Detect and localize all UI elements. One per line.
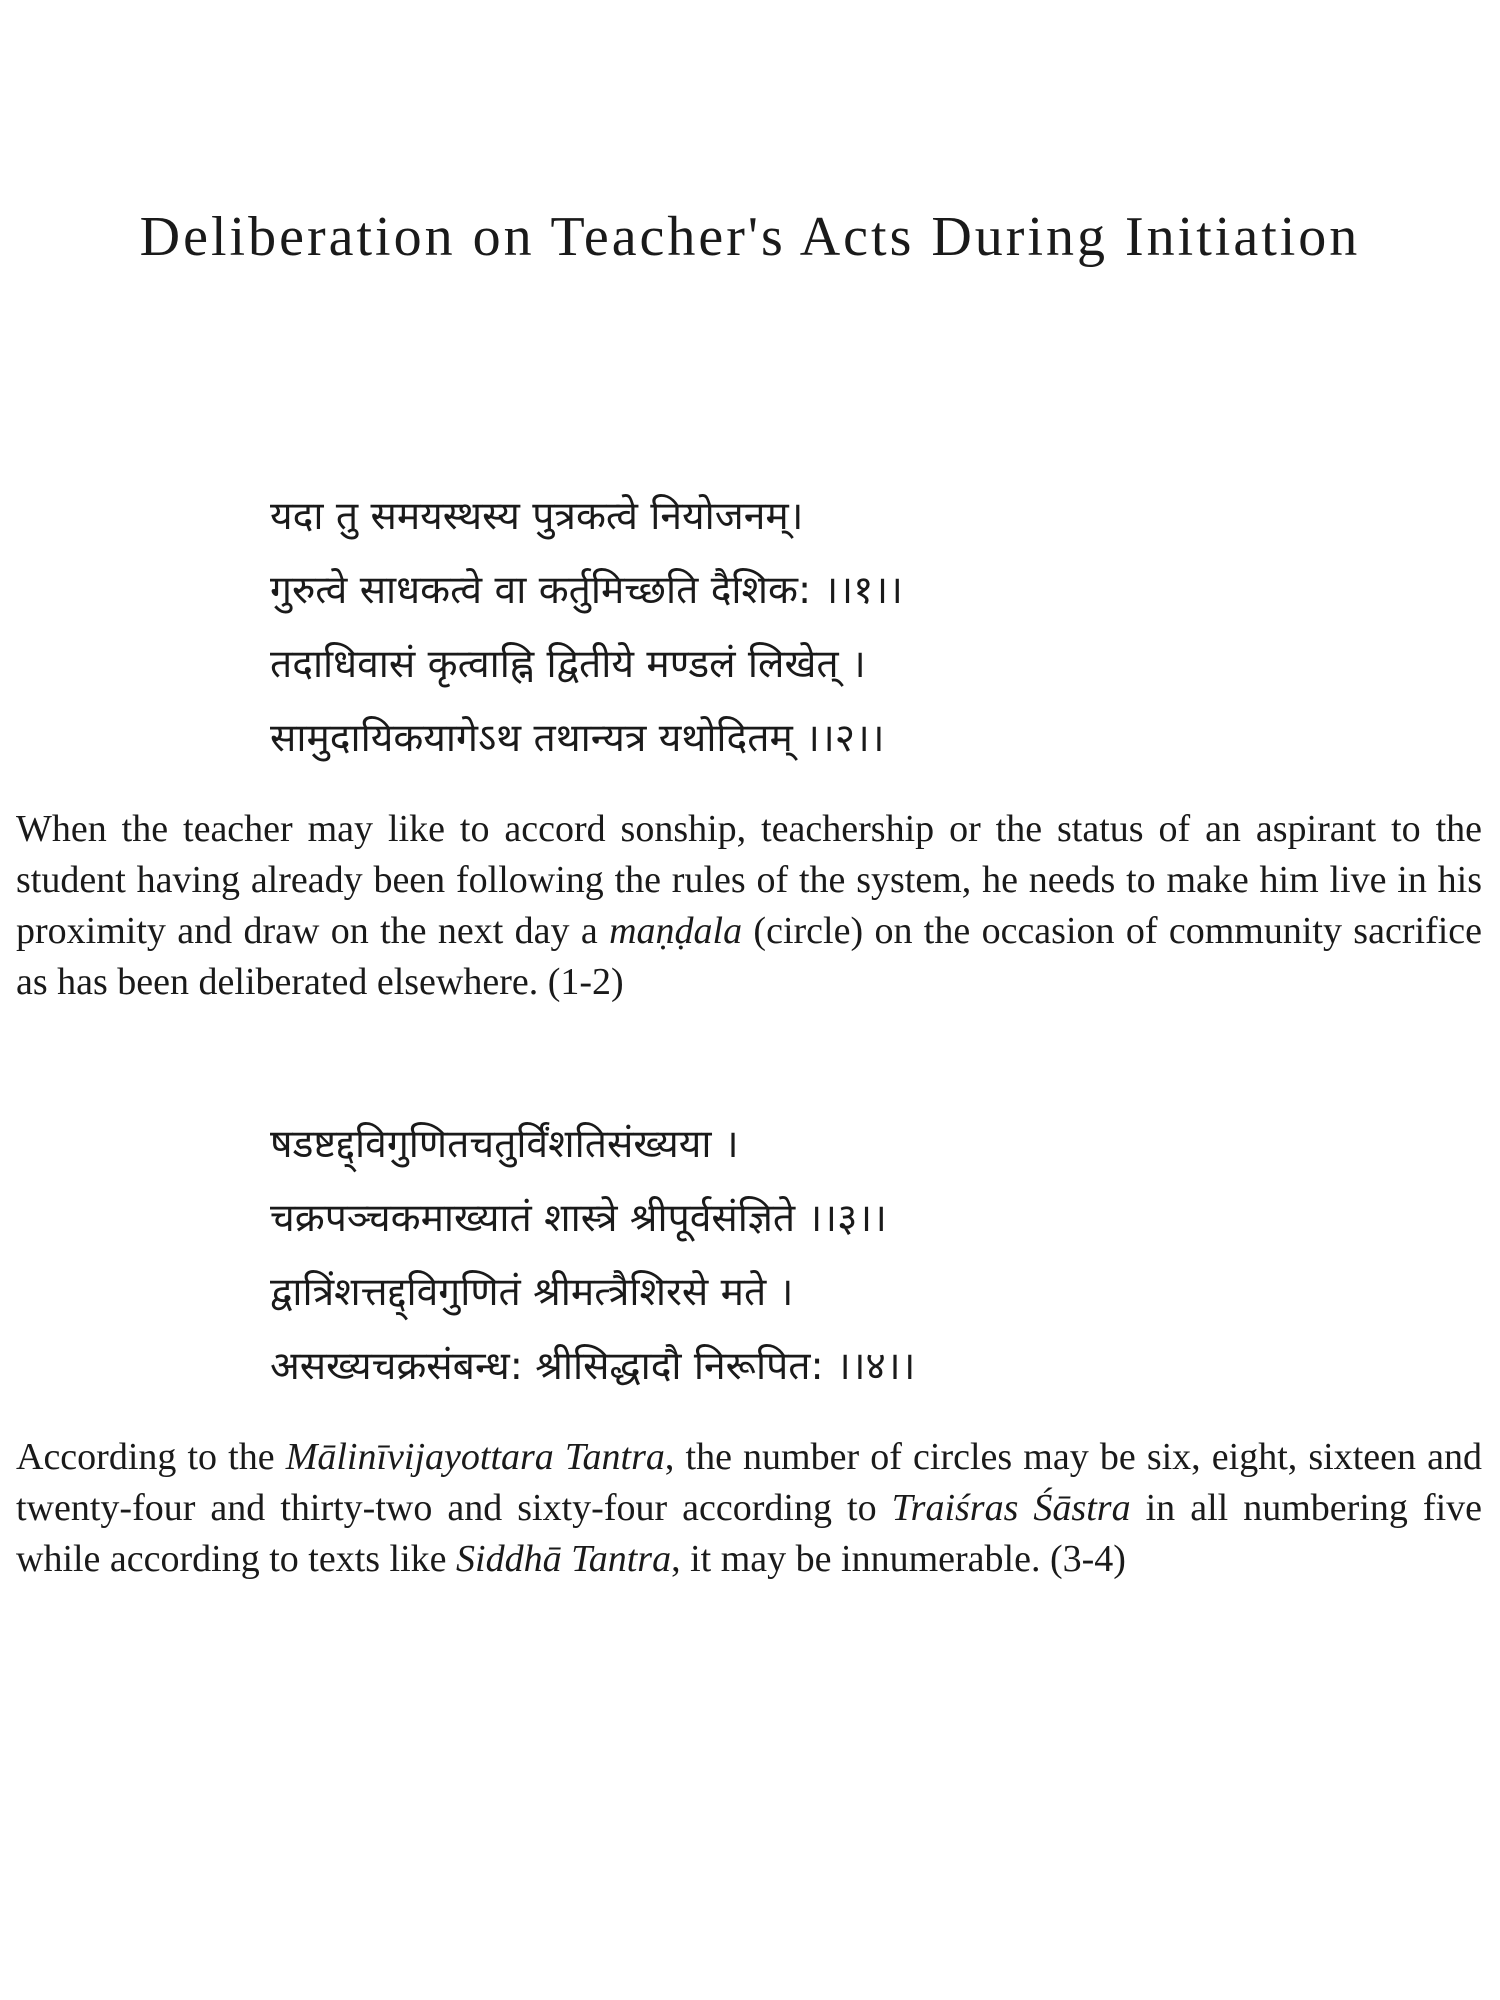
verse-line: द्वात्रिंशत्तद्द्विगुणितं श्रीमत्त्रैशिरसे मते । [270,1270,794,1315]
italic-title: Traiśras Śāstra [891,1487,1131,1529]
paragraph-text: (circle) on the occasion of community sacrifice as has been deliberated elsewhere. (1-2) [16,910,1482,1003]
italic-term: maṇḍala [609,910,743,952]
italic-title: Siddhā Tantra [456,1538,672,1580]
verse-line: तदाधिवासं कृत्वाह्नि द्वितीये मण्डलं लिखेत् । [270,642,866,687]
paragraph-text: , it may be innumerable. (3-4) [671,1538,1126,1580]
verse-line: गुरुत्वे साधकत्वे वा कर्तुमिच्छति दैशिक: ।।१।। [270,568,903,613]
page-title: Deliberation on Teacher's Acts During Initiation [139,206,1361,268]
italic-title: Mālinīvijayottara Tantra [285,1436,665,1478]
verse-line: यदा तु समयस्थस्य पुत्रकत्वे नियोजनम्। [270,494,804,539]
paragraph-text: When the teacher may like to accord sonship, teachership or the status of an aspirant to the student having already been following the rules of the system, he needs to make him live in his proximity and draw on the next day a [16,808,1482,952]
verse-line: चक्रपञ्चकमाख्यातं शास्त्रे श्रीपूर्वसंज्ञिते ।।३।। [270,1196,887,1241]
paragraph-text: in all numbering five while according to texts like [16,1487,1482,1580]
paragraph-text: , the number of circles may be six, eight, sixteen and twenty-four and thirty-two and sixty-four according to [16,1436,1482,1529]
verse-line: षडष्टद्द्विगुणितचतुर्विंशतिसंख्यया । [270,1122,739,1167]
verse-line: सामुदायिकयागेऽथ तथान्यत्र यथोदितम् ।।२।। [270,716,885,761]
paragraph-text: According to the [16,1436,286,1478]
translation-paragraph-1 [16,804,1482,1008]
translation-paragraph-2 [16,1432,1482,1585]
sanskrit-verse-block-2 [270,1108,1370,1404]
sanskrit-verse-block-1 [270,480,1370,776]
verse-line: असख्यचक्रसंबन्ध: श्रीसिद्धादौ निरूपित: ।।४।। [270,1344,916,1389]
